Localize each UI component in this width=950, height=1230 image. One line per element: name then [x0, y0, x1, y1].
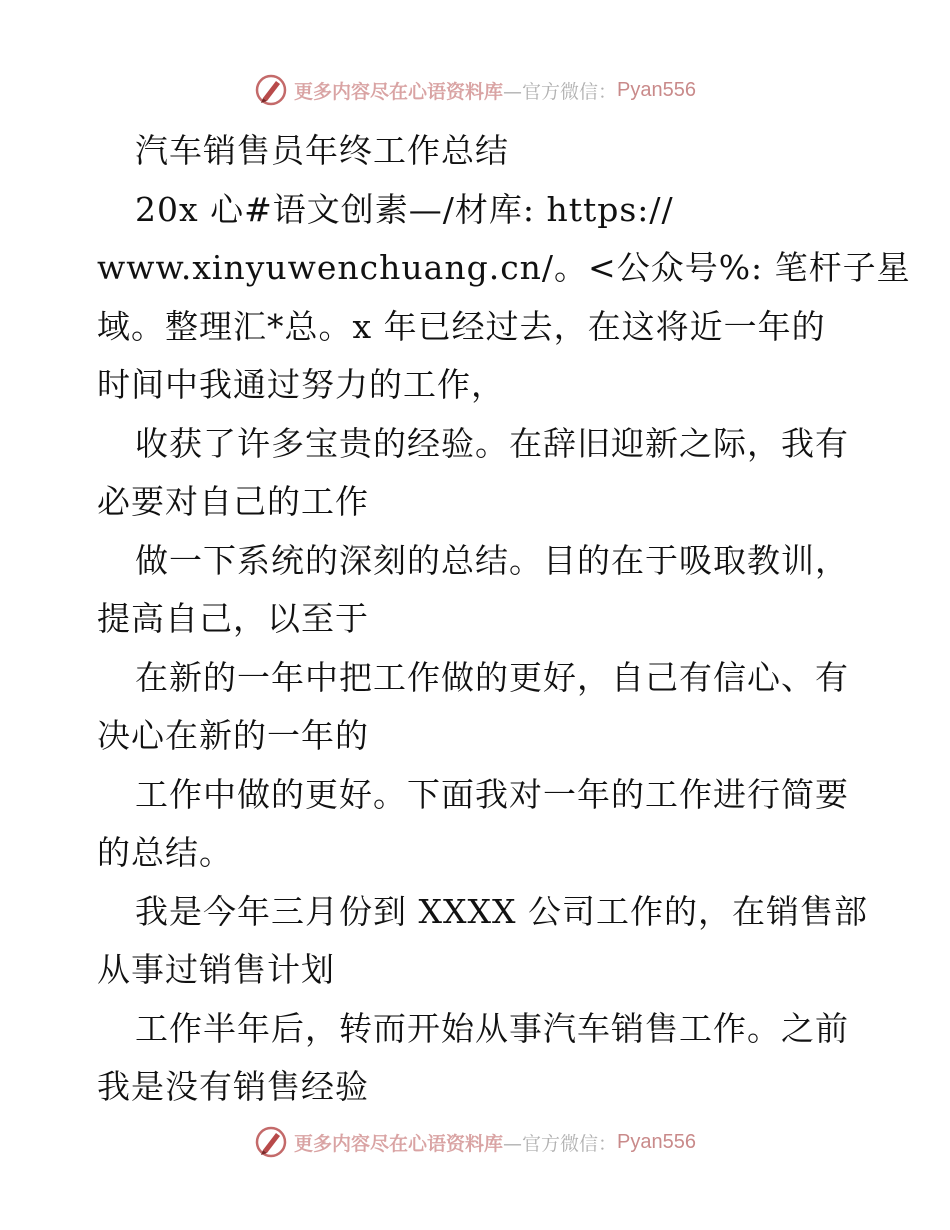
text-line: 决心在新的一年的 [97, 716, 369, 755]
pen-logo-icon [254, 73, 288, 107]
text-line: 我是今年三月份到 XXXX 公司工作的，在销售部 [135, 891, 868, 931]
watermark-library-text: 更多内容尽在心语资料库 [294, 1132, 504, 1155]
footer-watermark [0, 1122, 950, 1162]
text-line: 从事过销售计划 [97, 950, 335, 989]
text-line: 工作中做的更好。下面我对一年的工作进行简要 [135, 774, 849, 814]
text-line: 域。整理汇*总。x 年已经过去，在这将近一年的 [97, 306, 826, 346]
watermark-library-text: 更多内容尽在心语资料库 [294, 80, 504, 103]
watermark-wechat-id: Pyan556 [617, 78, 696, 101]
text-line: www.xinyuwenchuang.cn/。<公众号%: 笔杆子星 [97, 248, 911, 287]
document-title: 汽车销售员年终工作总结 [135, 131, 509, 170]
text-line: 时间中我通过努力的工作， [97, 365, 505, 404]
text-line: 收获了许多宝贵的经验。在辞旧迎新之际，我有 [135, 423, 849, 463]
text-line: 工作半年后，转而开始从事汽车销售工作。之前 [135, 1008, 849, 1048]
text-line: 我是没有销售经验 [97, 1067, 369, 1106]
text-line: 20x 心#语文创素—/材库: https:// [135, 189, 674, 229]
pen-logo-icon [254, 1125, 288, 1159]
watermark-wechat-label: —官方微信： [503, 80, 618, 103]
text-line: 的总结。 [97, 833, 233, 872]
watermark-wechat-label: —官方微信： [503, 1132, 618, 1155]
header-watermark [0, 70, 950, 110]
watermark-wechat-id: Pyan556 [617, 1130, 696, 1153]
text-line: 提高自己，以至于 [97, 599, 369, 638]
text-line: 做一下系统的深刻的总结。目的在于吸取教训， [135, 540, 849, 580]
text-line: 必要对自己的工作 [97, 482, 369, 521]
text-line: 在新的一年中把工作做的更好，自己有信心、有 [135, 657, 849, 697]
document-body [97, 122, 911, 1117]
